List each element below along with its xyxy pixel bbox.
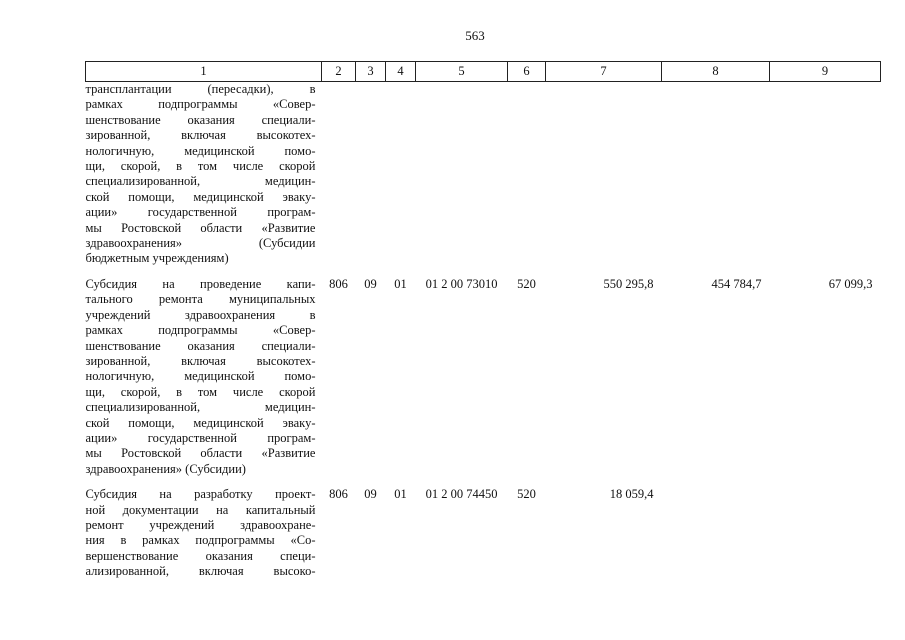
cell-subsection: 01 <box>394 487 407 502</box>
description-line: ализированной, включая высоко- <box>85 564 316 579</box>
header-cell: 7 <box>546 62 662 82</box>
cell-ministry-code <box>322 82 356 267</box>
description-line: щи, скорой, в том числе скорой <box>85 384 316 399</box>
description-line: щи, скорой, в том числе скорой <box>85 159 316 174</box>
cell-expense-type: 520 <box>517 276 536 291</box>
cell-section <box>356 82 386 267</box>
header-cell: 5 <box>416 62 508 82</box>
description-line: мы Ростовской области «Развитие <box>85 220 316 235</box>
description-line: Субсидия на разработку проект- <box>85 487 316 502</box>
cell-amount-9: 67 099,3 <box>828 276 873 291</box>
header-cell: 6 <box>508 62 546 82</box>
cell-amount-8 <box>662 82 770 267</box>
description-line: зированной, включая высокотех- <box>85 128 316 143</box>
description-line: рамках подпрограммы «Совер- <box>85 323 316 338</box>
description-line: вершенствование оказания специ- <box>85 548 316 563</box>
cell-amount-7 <box>546 82 662 267</box>
description-line: Субсидия на проведение капи- <box>85 276 316 291</box>
description-line: зированной, включая высокотех- <box>85 353 316 368</box>
row-description <box>86 487 322 579</box>
table-row <box>86 277 881 477</box>
description-line: ной документации на капитальный <box>85 502 316 517</box>
header-cell: 8 <box>662 62 770 82</box>
cell-expense-type: 520 <box>517 487 536 502</box>
header-cell: 3 <box>356 62 386 82</box>
description-line: шенствование оказания специали- <box>85 338 316 353</box>
header-cell: 9 <box>770 62 881 82</box>
description-line: ской помощи, медицинской эваку- <box>85 189 316 204</box>
cell-amount-7: 18 059,4 <box>609 487 654 502</box>
cell-target-article <box>416 82 508 267</box>
header-row <box>86 62 881 82</box>
description-line: рамках подпрограммы «Совер- <box>85 97 316 112</box>
row-description <box>86 277 322 477</box>
description-line: здравоохранения» (Субсидии) <box>85 461 246 476</box>
description-line: ации» государственной програм- <box>85 205 316 220</box>
cell-section: 09 <box>364 487 377 502</box>
header-cell: 2 <box>322 62 356 82</box>
description-line: ской помощи, медицинской эваку- <box>85 415 316 430</box>
description-line: ния в рамках подпрограммы «Со- <box>85 533 316 548</box>
description-line: мы Ростовской области «Развитие <box>85 446 316 461</box>
description-line: тального ремонта муниципальных <box>85 292 316 307</box>
table-row <box>86 487 881 579</box>
cell-expense-type <box>508 82 546 267</box>
row-spacer <box>86 477 881 487</box>
row-description <box>86 82 322 267</box>
header-cell: 4 <box>386 62 416 82</box>
cell-target-article: 01 2 00 74450 <box>425 487 498 502</box>
cell-ministry-code: 806 <box>329 487 348 502</box>
description-line: учреждений здравоохранения в <box>85 307 316 322</box>
page-number: 563 <box>465 28 485 43</box>
description-line: ремонт учреждений здравоохране- <box>85 517 316 532</box>
header-cell: 1 <box>86 62 322 82</box>
table-row <box>86 82 881 267</box>
cell-ministry-code: 806 <box>329 276 348 291</box>
cell-subsection: 01 <box>394 276 407 291</box>
cell-amount-9 <box>770 487 881 579</box>
cell-target-article: 01 2 00 73010 <box>425 276 498 291</box>
cell-subsection <box>386 82 416 267</box>
cell-amount-8 <box>662 487 770 579</box>
description-line: ации» государственной програм- <box>85 430 316 445</box>
description-line: бюджетным учреждениям) <box>85 251 229 266</box>
description-line: нологичную, медицинской помо- <box>85 369 316 384</box>
description-line: нологичную, медицинской помо- <box>85 143 316 158</box>
cell-amount-7: 550 295,8 <box>603 276 654 291</box>
cell-amount-9 <box>770 82 881 267</box>
description-line: трансплантации (пересадки), в <box>85 82 316 96</box>
cell-amount-8: 454 784,7 <box>711 276 762 291</box>
cell-section: 09 <box>364 276 377 291</box>
description-line: специализированной, медицин- <box>85 174 316 189</box>
budget-table <box>85 61 881 580</box>
row-spacer <box>86 267 881 277</box>
description-line: здравоохранения» (Субсидии <box>85 236 316 251</box>
description-line: специализированной, медицин- <box>85 400 316 415</box>
description-line: шенствование оказания специали- <box>85 112 316 127</box>
